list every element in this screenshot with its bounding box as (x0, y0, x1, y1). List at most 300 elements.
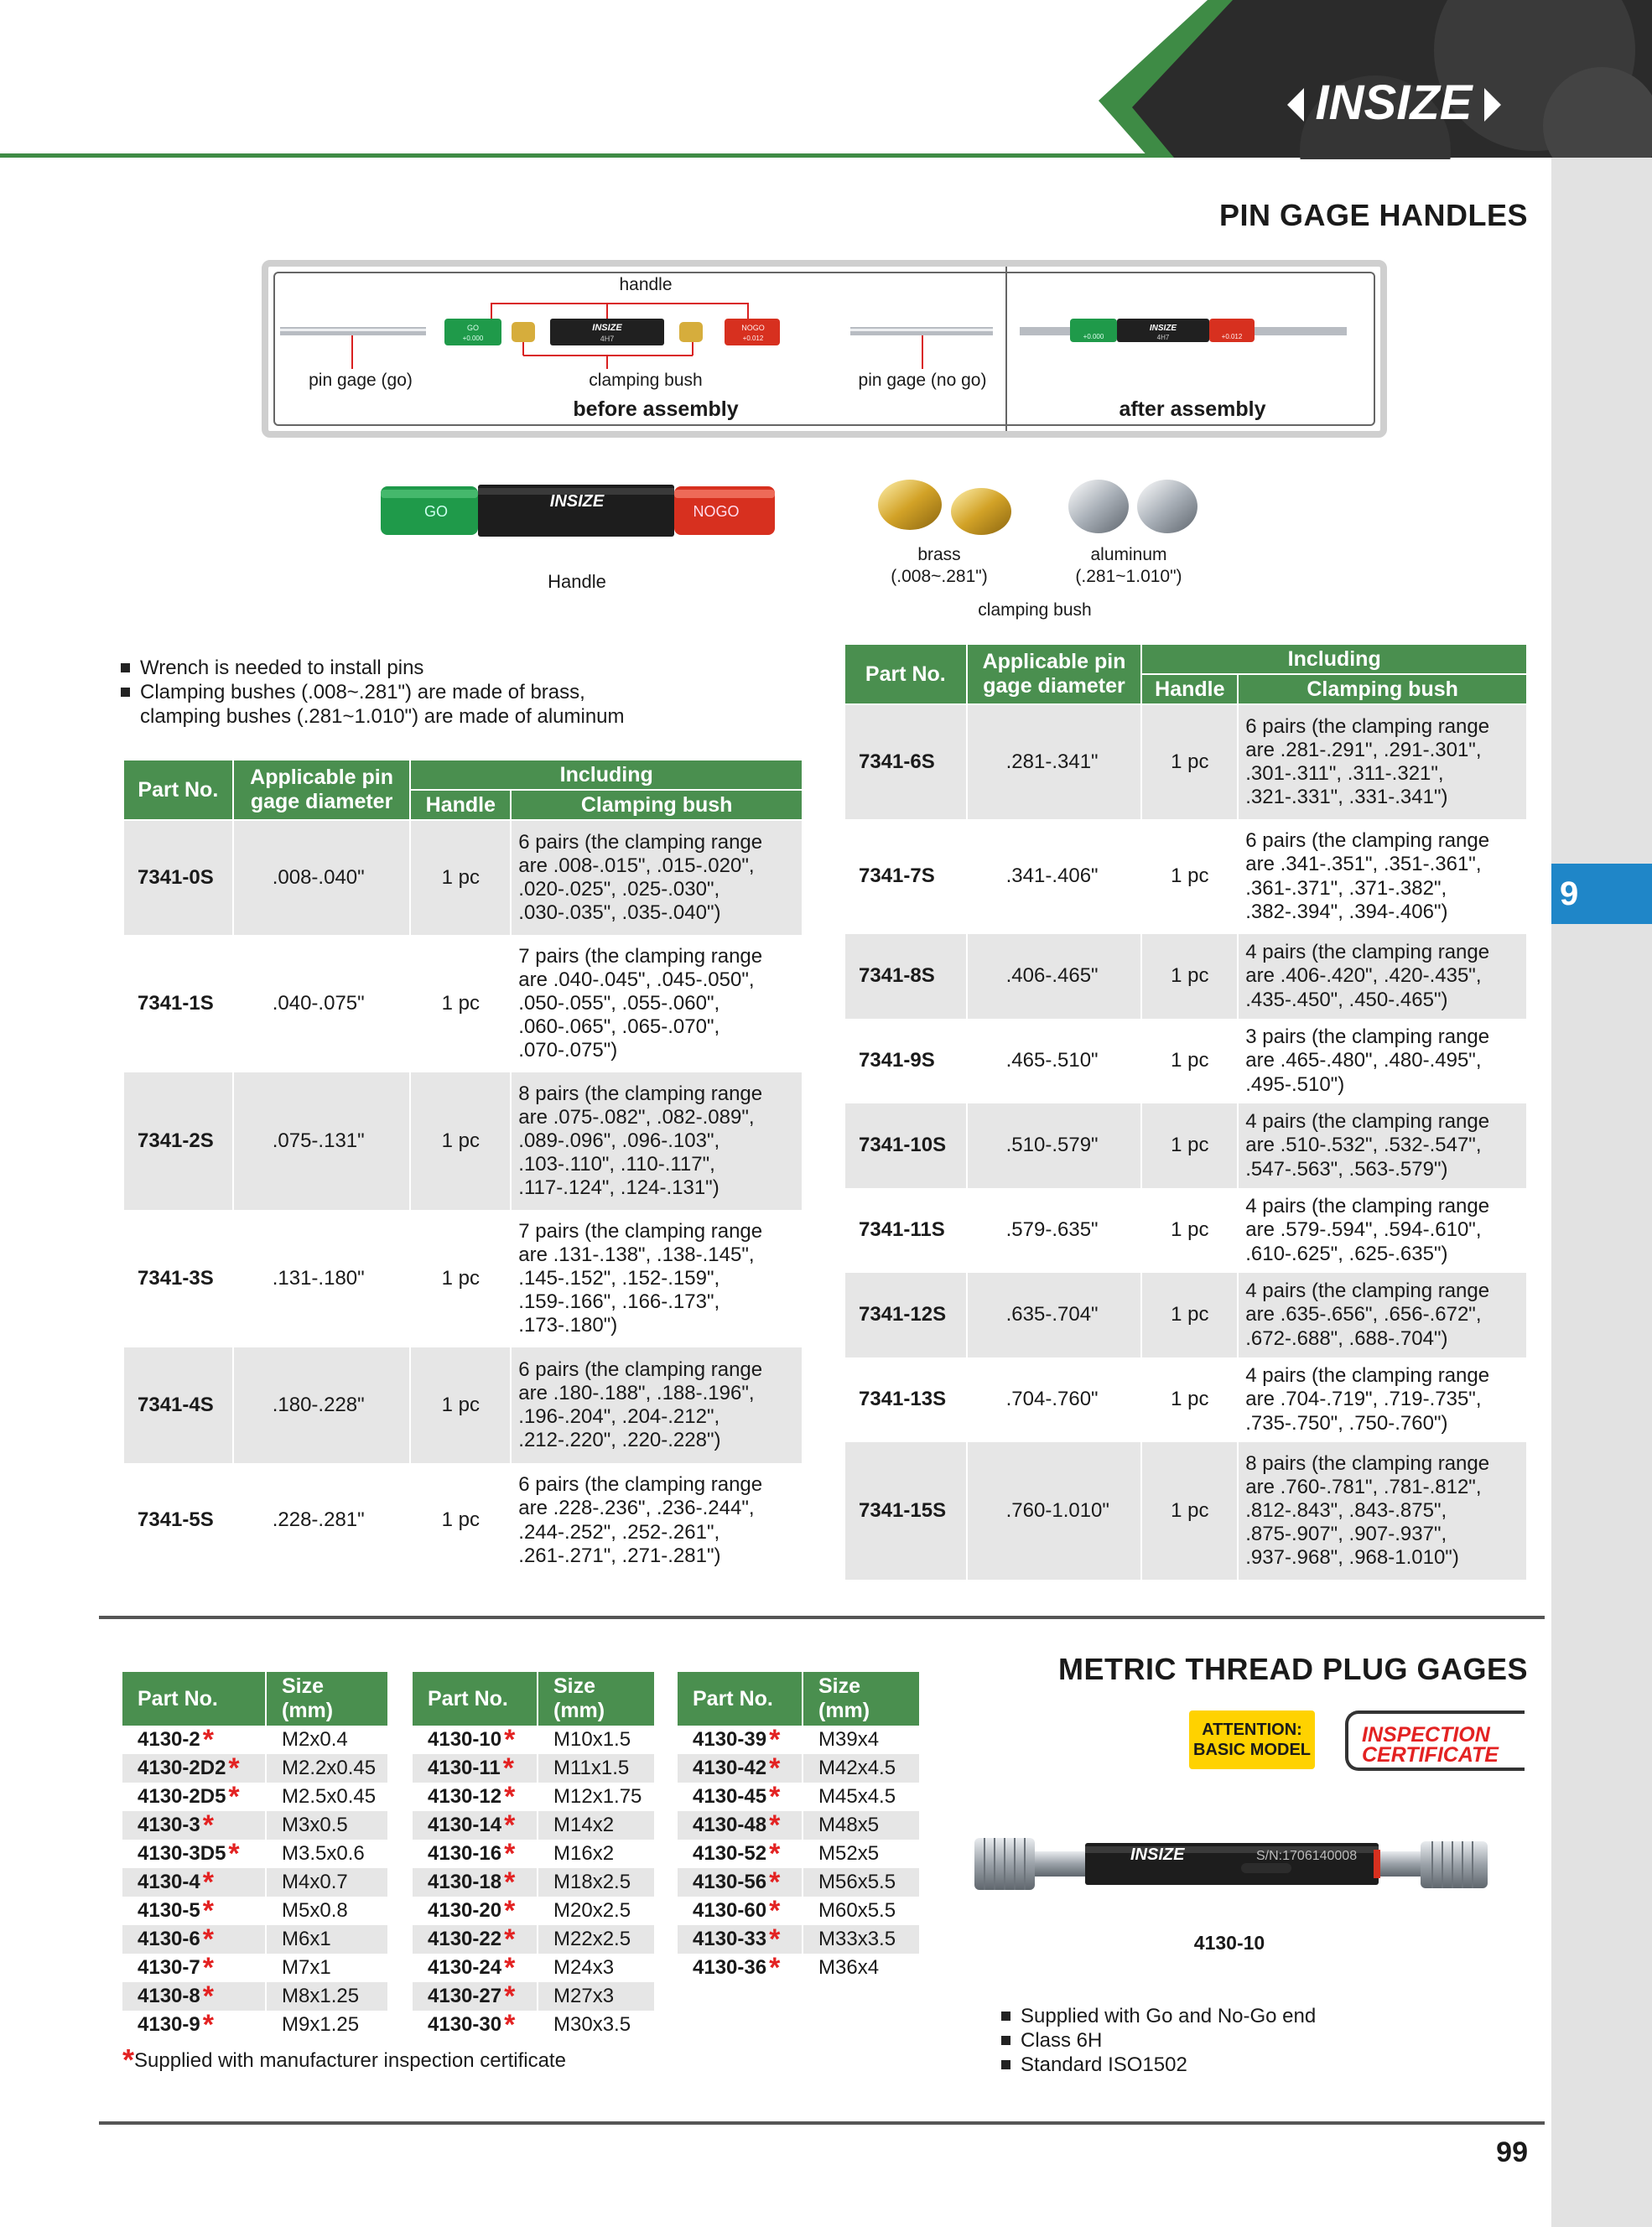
table-row (678, 1925, 920, 1954)
table-row (844, 934, 1527, 1019)
metric-table-1 (122, 1672, 389, 2039)
label-pin-nogo: pin gage (no go) (858, 371, 987, 390)
clamping-bush-cell: 4 pairs (the clamping range are .635-.656", .656-.672", .672-.688", .688-.704") (1238, 1273, 1527, 1357)
size-cell: M42x4.5 (803, 1754, 920, 1783)
part-number-cell (122, 1897, 266, 1925)
part-number-cell (413, 1726, 538, 1754)
table-row (844, 1019, 1527, 1103)
certificate-star: * (504, 2009, 516, 2041)
part-number: 4130-8 (138, 1985, 200, 2007)
certificate-star: * (769, 1923, 781, 1955)
product-caption: 4130-10 (1193, 1932, 1265, 1954)
note-item (121, 680, 859, 704)
handle-cell: 1 pc (1141, 1019, 1238, 1103)
clamping-bush-caption: clamping bush (978, 600, 1092, 620)
table-row (413, 1811, 655, 1840)
col-including: Including (1141, 644, 1527, 674)
part-number-cell: 7341-8S (844, 934, 967, 1019)
part-number-cell: 7341-2S (123, 1072, 233, 1210)
certificate-star: * (504, 1952, 516, 1984)
part-number-cell: 7341-10S (844, 1103, 967, 1188)
attention-line-2: BASIC MODEL (1193, 1741, 1311, 1759)
certificate-star: * (769, 1809, 781, 1841)
after-nogo-tolerance: +0.012 (1221, 333, 1243, 340)
part-number: 4130-42 (693, 1757, 767, 1779)
part-number: 4130-4 (138, 1871, 200, 1893)
clamping-bush-cell: 4 pairs (the clamping range are .510-.532", .532-.547", .547-.563", .563-.579") (1238, 1103, 1527, 1188)
handle-cell: 1 pc (410, 820, 511, 935)
part-number: 4130-9 (138, 2013, 200, 2036)
handle-cell: 1 pc (1141, 1188, 1238, 1273)
part-number-cell (413, 1783, 538, 1811)
feature-text: Class 6H (1021, 2029, 1103, 2052)
part-number-cell (413, 1982, 538, 2011)
size-cell: M56x5.5 (803, 1868, 920, 1897)
part-number-cell: 7341-15S (844, 1442, 967, 1580)
diameter-cell: .465-.510" (967, 1019, 1142, 1103)
gage-serial: S/N:1706140008 (1256, 1849, 1358, 1863)
size-cell: M9x1.25 (266, 2011, 388, 2039)
note-item (121, 704, 859, 729)
nogo-mark: NOGO (741, 324, 765, 332)
handle-caption: Handle (548, 571, 606, 592)
table-row (413, 1783, 655, 1811)
part-number-cell: 7341-5S (123, 1463, 233, 1578)
aluminum-range: (.281~1.010") (1075, 567, 1182, 586)
certificate-star: * (228, 1752, 240, 1784)
certificate-star: * (504, 1809, 516, 1841)
part-number-cell: 7341-7S (844, 819, 967, 934)
size-cell: M20x2.5 (538, 1897, 655, 1925)
note-item (121, 656, 859, 680)
size-cell: M16x2 (538, 1840, 655, 1868)
size-cell: M6x1 (266, 1925, 388, 1954)
nogo-tolerance: +0.012 (742, 335, 764, 342)
clamping-bush-cell: 4 pairs (the clamping range are .406-.420", .420-.435", .435-.450", .450-.465") (1238, 934, 1527, 1019)
note-text: Wrench is needed to install pins (140, 657, 424, 679)
certificate-star: * (504, 1923, 516, 1955)
part-number-cell (122, 1726, 266, 1754)
part-number-cell: 7341-3S (123, 1210, 233, 1347)
clamping-bush-cell: 7 pairs (the clamping range are .040-.045", .045-.050", .050-.055", .055-.060", .060-.065", .065-.070", .070-.075") (511, 935, 803, 1072)
diameter-cell: .510-.579" (967, 1103, 1142, 1188)
handle-nogo-mark: NOGO (693, 503, 740, 520)
size-cell: M8x1.25 (266, 1982, 388, 2011)
label-clamping-bush: clamping bush (589, 371, 703, 390)
inspection-certificate-badge (1345, 1710, 1525, 1771)
attention-badge (1189, 1710, 1315, 1769)
table-row (413, 1726, 655, 1754)
part-number: 4130-12 (428, 1785, 502, 1808)
part-number-cell (122, 1811, 266, 1840)
col-size: Size (mm) (538, 1672, 655, 1726)
certificate-star: * (769, 1895, 781, 1927)
cert-line-1: INSPECTION (1362, 1723, 1490, 1747)
certificate-star: * (202, 1923, 214, 1955)
part-number: 4130-11 (428, 1757, 501, 1779)
table-row (678, 1840, 920, 1868)
table-row (413, 1954, 655, 1982)
size-cell: M30x3.5 (538, 2011, 655, 2039)
feature-item (1001, 2028, 1521, 2053)
size-cell: M7x1 (266, 1954, 388, 1982)
diameter-cell: .131-.180" (233, 1210, 411, 1347)
certificate-star: * (504, 1895, 516, 1927)
part-number-cell (678, 1783, 803, 1811)
pin-gage-notes (121, 656, 859, 729)
col-applicable: Applicable pin gage diameter (233, 760, 411, 820)
brass-label: brass (917, 545, 961, 564)
note-text: clamping bushes (.281~1.010") are made of aluminum (140, 705, 625, 728)
table-row (122, 1754, 388, 1783)
footer-rule (99, 2121, 1545, 2125)
logo-text: INSIZE (1315, 75, 1473, 130)
page-number: 99 (1496, 2136, 1528, 2168)
part-number-cell (678, 1726, 803, 1754)
part-number: 4130-3D5 (138, 1842, 226, 1865)
part-number-cell (678, 1754, 803, 1783)
diameter-cell: .341-.406" (967, 819, 1142, 934)
part-number: 4130-33 (693, 1928, 767, 1950)
part-number: 4130-45 (693, 1785, 767, 1808)
clamping-bush-cell: 6 pairs (the clamping range are .341-.351", .351-.361", .361-.371", .371-.382", .382-.394", .394-.406") (1238, 819, 1527, 934)
table-row (413, 2011, 655, 2039)
clamping-bush-cell: 8 pairs (the clamping range are .075-.082", .082-.089", .089-.096", .096-.103", .103-.110", .110-.117", .117-.124", .124-.131") (511, 1072, 803, 1210)
size-cell: M27x3 (538, 1982, 655, 2011)
part-number-cell (413, 1868, 538, 1897)
col-part-no: Part No. (413, 1672, 538, 1726)
footnote-text: Supplied with manufacturer inspection certificate (134, 2049, 566, 2072)
diameter-cell: .008-.040" (233, 820, 411, 935)
certificate-star: * (504, 1980, 516, 2012)
table-row (413, 1925, 655, 1954)
certificate-star: * (769, 1781, 781, 1813)
table-row (413, 1897, 655, 1925)
feature-item (1001, 2053, 1521, 2077)
table-row (844, 819, 1527, 934)
part-number: 4130-52 (693, 1842, 767, 1865)
certificate-star: * (504, 1781, 516, 1813)
part-number: 4130-20 (428, 1899, 502, 1922)
pin-gage-title: PIN GAGE HANDLES (1218, 198, 1528, 232)
clamping-bush-cell: 7 pairs (the clamping range are .131-.138", .138-.145", .145-.152", .152-.159", .159-.166", .166-.173", .173-.180") (511, 1210, 803, 1347)
part-number: 4130-18 (428, 1871, 502, 1893)
size-cell: M39x4 (803, 1726, 920, 1754)
diameter-cell: .704-.760" (967, 1357, 1142, 1442)
part-number-cell: 7341-11S (844, 1188, 967, 1273)
diameter-cell: .075-.131" (233, 1072, 411, 1210)
part-number: 4130-7 (138, 1956, 200, 1979)
pin-gage-table-left (122, 759, 803, 1578)
part-number-cell (678, 1925, 803, 1954)
certificate-star: * (769, 1952, 781, 1984)
label-before-assembly: before assembly (573, 397, 739, 421)
handle-cell: 1 pc (1141, 819, 1238, 934)
part-number-cell: 7341-6S (844, 704, 967, 819)
label-after-assembly: after assembly (1119, 397, 1266, 421)
certificate-star: * (202, 1809, 214, 1841)
table-row (413, 1754, 655, 1783)
part-number: 4130-5 (138, 1899, 200, 1922)
table-row (122, 2011, 388, 2039)
table-row (122, 1840, 388, 1868)
part-number-cell: 7341-4S (123, 1347, 233, 1463)
size-cell: M11x1.5 (538, 1754, 655, 1783)
table-row (122, 1925, 388, 1954)
size-cell: M2.2x0.45 (266, 1754, 388, 1783)
table-row (123, 820, 803, 935)
col-part-no: Part No. (122, 1672, 266, 1726)
part-number-cell (122, 1868, 266, 1897)
header-banner (1099, 0, 1652, 159)
table-row (122, 1897, 388, 1925)
clamping-bush-cell: 6 pairs (the clamping range are .008-.015", .015-.020", .020-.025", .025-.030", .030-.035", .035-.040") (511, 820, 803, 935)
clamping-bush-cell: 4 pairs (the clamping range are .704-.719", .719-.735", .735-.750", .750-.760") (1238, 1357, 1527, 1442)
part-number-cell (678, 1897, 803, 1925)
metric-features (1001, 2004, 1521, 2077)
col-size: Size (mm) (803, 1672, 920, 1726)
part-number: 4130-3 (138, 1814, 200, 1836)
go-mark: GO (466, 324, 480, 332)
handle-photo-logo: INSIZE (549, 492, 605, 511)
table-row (678, 1783, 920, 1811)
size-cell: M10x1.5 (538, 1726, 655, 1754)
handle-cell: 1 pc (1141, 1357, 1238, 1442)
handle-logo: INSIZE (592, 323, 622, 333)
certificate-star: * (202, 1895, 214, 1927)
feature-text: Standard ISO1502 (1021, 2053, 1187, 2076)
handle-cell: 1 pc (410, 1072, 511, 1210)
part-number: 4130-27 (428, 1985, 502, 2007)
part-number-cell (122, 1783, 266, 1811)
size-cell: M2x0.4 (266, 1726, 388, 1754)
feature-text: Supplied with Go and No-Go end (1021, 2005, 1317, 2027)
table-row (122, 1783, 388, 1811)
part-number-cell (122, 1954, 266, 1982)
part-number: 4130-30 (428, 2013, 502, 2036)
part-number: 4130-22 (428, 1928, 502, 1950)
part-number-cell: 7341-0S (123, 820, 233, 935)
metric-title: METRIC THREAD PLUG GAGES (1057, 1652, 1528, 1686)
after-handle-logo: INSIZE (1149, 324, 1177, 333)
certificate-star: * (504, 1724, 516, 1756)
part-number-cell (122, 1754, 266, 1783)
size-cell: M48x5 (803, 1811, 920, 1840)
diameter-cell: .635-.704" (967, 1273, 1142, 1357)
side-margin (1551, 158, 1652, 2227)
note-text: Clamping bushes (.008~.281") are made of brass, (140, 681, 585, 703)
handle-cell: 1 pc (410, 935, 511, 1072)
clamping-bush-cell: 6 pairs (the clamping range are .281-.291", .291-.301", .301-.311", .311-.321", .321-.331", .331-.341") (1238, 704, 1527, 819)
clamping-bush-cell: 6 pairs (the clamping range are .180-.188", .188-.196", .196-.204", .204-.212", .212-.220", .220-.228") (511, 1347, 803, 1463)
pin-gage-table-right (844, 643, 1528, 1580)
table-row (678, 1868, 920, 1897)
size-cell: M36x4 (803, 1954, 920, 1982)
table-row (123, 1347, 803, 1463)
part-number-cell (413, 2011, 538, 2039)
diameter-cell: .406-.465" (967, 934, 1142, 1019)
part-number: 4130-2D2 (138, 1757, 226, 1779)
certificate-star: * (769, 1752, 781, 1784)
part-number-cell (678, 1811, 803, 1840)
handle-cell: 1 pc (1141, 1442, 1238, 1580)
handle-photo (377, 481, 780, 540)
brass-range: (.008~.281") (891, 567, 988, 586)
table-row (122, 1954, 388, 1982)
part-number-cell (122, 1982, 266, 2011)
table-row (122, 1811, 388, 1840)
gage-logo: INSIZE (1130, 1845, 1185, 1864)
clamping-bush-cell: 8 pairs (the clamping range are .760-.781", .781-.812", .812-.843", .843-.875", .875-.907", .907-.937", .937-.968", .968-1.010") (1238, 1442, 1527, 1580)
part-number-cell (678, 1840, 803, 1868)
col-handle: Handle (410, 790, 511, 820)
table-row (123, 1463, 803, 1578)
table-row (122, 1982, 388, 2011)
part-number-cell (413, 1811, 538, 1840)
chapter-tab[interactable]: 9 (1551, 864, 1652, 924)
certificate-star: * (504, 1838, 516, 1870)
part-number-cell (678, 1868, 803, 1897)
table-row (678, 1954, 920, 1982)
part-number-cell: 7341-9S (844, 1019, 967, 1103)
col-applicable: Applicable pin gage diameter (967, 644, 1142, 704)
handle-cell: 1 pc (1141, 704, 1238, 819)
table-row (678, 1897, 920, 1925)
part-number-cell (413, 1925, 538, 1954)
col-size: Size (mm) (266, 1672, 388, 1726)
certificate-star: * (202, 1866, 214, 1898)
part-number: 4130-36 (693, 1956, 767, 1979)
part-number: 4130-16 (428, 1842, 502, 1865)
size-cell: M33x3.5 (803, 1925, 920, 1954)
certificate-star: * (769, 1866, 781, 1898)
table-row (413, 1982, 655, 2011)
size-cell: M3x0.5 (266, 1811, 388, 1840)
metric-table-2 (413, 1672, 656, 2039)
table-row (844, 704, 1527, 819)
size-cell: M2.5x0.45 (266, 1783, 388, 1811)
col-clamping-bush: Clamping bush (511, 790, 803, 820)
size-cell: M52x5 (803, 1840, 920, 1868)
part-number: 4130-60 (693, 1899, 767, 1922)
size-cell: M60x5.5 (803, 1897, 920, 1925)
part-number: 4130-14 (428, 1814, 502, 1836)
handle-go-mark: GO (423, 503, 449, 520)
size-cell: M22x2.5 (538, 1925, 655, 1954)
clamping-bush-cell: 3 pairs (the clamping range are .465-.480", .480-.495", .495-.510") (1238, 1019, 1527, 1103)
table-row (678, 1726, 920, 1754)
table-row (844, 1103, 1527, 1188)
part-number: 4130-56 (693, 1871, 767, 1893)
table-row (122, 1726, 388, 1754)
label-handle: handle (619, 275, 673, 294)
part-number-cell (413, 1754, 538, 1783)
section-divider (99, 1616, 1545, 1619)
cert-line-2: CERTIFICATE (1362, 1743, 1499, 1767)
col-part-no: Part No. (678, 1672, 803, 1726)
table-row (844, 1188, 1527, 1273)
attention-line-1: ATTENTION: (1202, 1721, 1302, 1739)
size-cell: M3.5x0.6 (266, 1840, 388, 1868)
metric-table-3 (678, 1672, 921, 1982)
certificate-star: * (202, 1952, 214, 1984)
clamping-bush-cell: 4 pairs (the clamping range are .579-.594", .594-.610", .610-.625", .625-.635") (1238, 1188, 1527, 1273)
col-including: Including (410, 760, 803, 790)
certificate-star: * (202, 1980, 214, 2012)
certificate-star: * (769, 1724, 781, 1756)
bushes-photo (872, 475, 1208, 542)
size-cell: M45x4.5 (803, 1783, 920, 1811)
part-number-cell: 7341-13S (844, 1357, 967, 1442)
diameter-cell: .228-.281" (233, 1463, 411, 1578)
handle-cell: 1 pc (410, 1347, 511, 1463)
size-cell: M24x3 (538, 1954, 655, 1982)
part-number-cell (122, 1840, 266, 1868)
size-cell: M12x1.75 (538, 1783, 655, 1811)
table-row (844, 1357, 1527, 1442)
handle-cell: 1 pc (1141, 934, 1238, 1019)
clamping-bush-cell: 6 pairs (the clamping range are .228-.236", .236-.244", .244-.252", .252-.261", .261-.271", .271-.281") (511, 1463, 803, 1578)
table-row (413, 1840, 655, 1868)
after-handle-mark: 4H7 (1156, 334, 1170, 341)
part-number: 4130-2 (138, 1728, 200, 1751)
table-row (123, 1072, 803, 1210)
size-cell: M5x0.8 (266, 1897, 388, 1925)
size-cell: M14x2 (538, 1811, 655, 1840)
part-number-cell (122, 2011, 266, 2039)
part-number-cell (413, 1840, 538, 1868)
table-row (678, 1754, 920, 1783)
part-number-cell (678, 1954, 803, 1982)
feature-item (1001, 2004, 1521, 2028)
certificate-star: * (502, 1752, 514, 1784)
go-tolerance: +0.000 (462, 335, 484, 342)
diameter-cell: .180-.228" (233, 1347, 411, 1463)
footnote-star: * (122, 2043, 135, 2077)
diameter-cell: .579-.635" (967, 1188, 1142, 1273)
label-pin-go: pin gage (go) (309, 371, 413, 390)
table-row (844, 1273, 1527, 1357)
diameter-cell: .040-.075" (233, 935, 411, 1072)
table-row (123, 935, 803, 1072)
size-cell: M18x2.5 (538, 1868, 655, 1897)
after-go-tolerance: +0.000 (1083, 333, 1104, 340)
handle-cell: 1 pc (1141, 1273, 1238, 1357)
handle-cell: 1 pc (410, 1210, 511, 1347)
col-part-no: Part No. (123, 760, 233, 820)
diameter-cell: .760-1.010" (967, 1442, 1142, 1580)
table-row (122, 1868, 388, 1897)
certificate-star: * (202, 2009, 214, 2041)
part-number-cell: 7341-12S (844, 1273, 967, 1357)
part-number: 4130-6 (138, 1928, 200, 1950)
table-row (123, 1210, 803, 1347)
certificate-star: * (504, 1866, 516, 1898)
certificate-star: * (769, 1838, 781, 1870)
table-row (844, 1442, 1527, 1580)
part-number: 4130-10 (428, 1728, 502, 1751)
handle-cell: 1 pc (410, 1463, 511, 1578)
thread-plug-gage-photo (971, 1826, 1493, 1902)
size-cell: M4x0.7 (266, 1868, 388, 1897)
table-row (678, 1811, 920, 1840)
certificate-star: * (228, 1838, 240, 1870)
col-clamping-bush: Clamping bush (1238, 674, 1527, 704)
part-number: 4130-39 (693, 1728, 767, 1751)
part-number-cell (413, 1954, 538, 1982)
col-part-no: Part No. (844, 644, 967, 704)
handle-cell: 1 pc (1141, 1103, 1238, 1188)
